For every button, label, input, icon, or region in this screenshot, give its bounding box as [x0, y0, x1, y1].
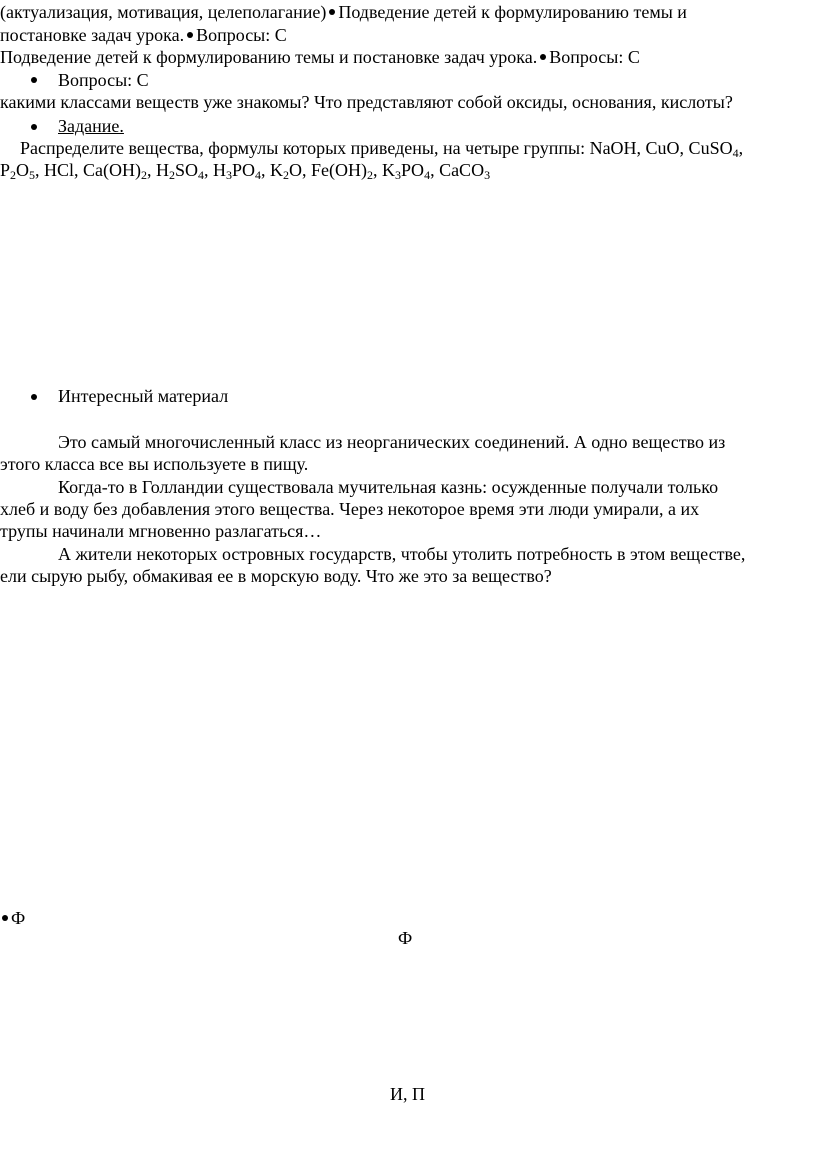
questions-text: какими классами веществ уже знакомы? Что представляют собой оксиды, основания, кислоты? — [0, 92, 733, 112]
list-bullet-icon — [31, 394, 37, 400]
list-bullet-icon — [31, 77, 37, 83]
formula: $K_2O$ — [270, 160, 303, 182]
task-text-line-1: Распределите вещества, формулы которых приведены, на четыре группы: NaOH, CuO, CuSO$_4$, — [20, 138, 744, 160]
footer-f-bullet-line — [0, 907, 25, 929]
header-text-1b: Подведение детей к формулированию темы и — [338, 2, 687, 22]
interesting-p2-line-1: Когда-то в Голландии существовала мучительная казнь: осужденные получали только — [58, 477, 719, 497]
interesting-p1-line-1: Это самый многочисленный класс из неорганических соединений. А одно вещество из — [58, 432, 726, 452]
formula: $H_3PO_4$ — [213, 160, 262, 182]
interesting-p2-line-3: трупы начинали мгновенно разлагаться… — [0, 521, 322, 541]
bullet-icon — [540, 54, 546, 60]
task-text-prefix: Распределите вещества, формулы которых приведены, на четыре группы: NaOH, CuO, CuSO — [20, 138, 733, 158]
interesting-label: Интересный материал — [58, 386, 229, 406]
questions-label: Вопросы: С — [58, 70, 149, 90]
header-text-1a: (актуализация, мотивация, целеполагание) — [0, 2, 327, 22]
interesting-p3-line-1: А жители некоторых островных государств, чтобы утолить потребность в этом веществе, — [58, 544, 746, 564]
formula-sub: 4 — [732, 146, 739, 160]
formula: $H_2SO_4$ — [156, 160, 205, 182]
interesting-p2-line-2: хлеб и воду без добавления этого вещества. Через некоторое время эти люди умирали, а их — [0, 499, 700, 519]
footer-ip: И, П — [390, 1084, 425, 1104]
formula: $Fe(OH)_2$ — [311, 160, 374, 182]
task-label-text: Задание. — [58, 116, 124, 136]
task-text-line-2: $P_2O_5$, HCl, $Ca(OH)_2$, $H_2SO_4$, $H_3PO_4$, $K_2O$, $Fe(OH)_2$, $K_3PO_4$, CaCO$_3$ — [0, 160, 491, 182]
header-line-1 — [0, 1, 687, 23]
formula: $P_2O_5$ — [0, 160, 36, 182]
formula: CaCO$_3$ — [439, 160, 491, 182]
intro-line — [0, 46, 640, 68]
interesting-p1-line-2: этого класса все вы используете в пищу. — [0, 454, 309, 474]
intro-questions: Вопросы: С — [549, 47, 640, 67]
header-text-2b: Вопросы: С — [196, 25, 287, 45]
intro-text: Подведение детей к формулированию темы и постановке задач урока. — [0, 47, 538, 67]
bullet-icon — [2, 915, 8, 921]
formula: $K_3PO_4$ — [382, 160, 431, 182]
footer-f-center: Ф — [398, 928, 413, 948]
bullet-icon — [187, 32, 193, 38]
list-bullet-icon — [31, 124, 37, 130]
header-line-2 — [0, 24, 287, 46]
formula: $Ca(OH)_2$ — [83, 160, 148, 182]
footer-f-bullet: Ф — [11, 908, 26, 928]
task-label — [58, 115, 124, 137]
interesting-p3-line-2: ели сырую рыбу, обмакивая ее в морскую воду. Что же это за вещество? — [0, 566, 552, 586]
header-text-2a: постановке задач урока. — [0, 25, 185, 45]
formula: HCl — [44, 160, 75, 180]
bullet-icon — [329, 9, 335, 15]
